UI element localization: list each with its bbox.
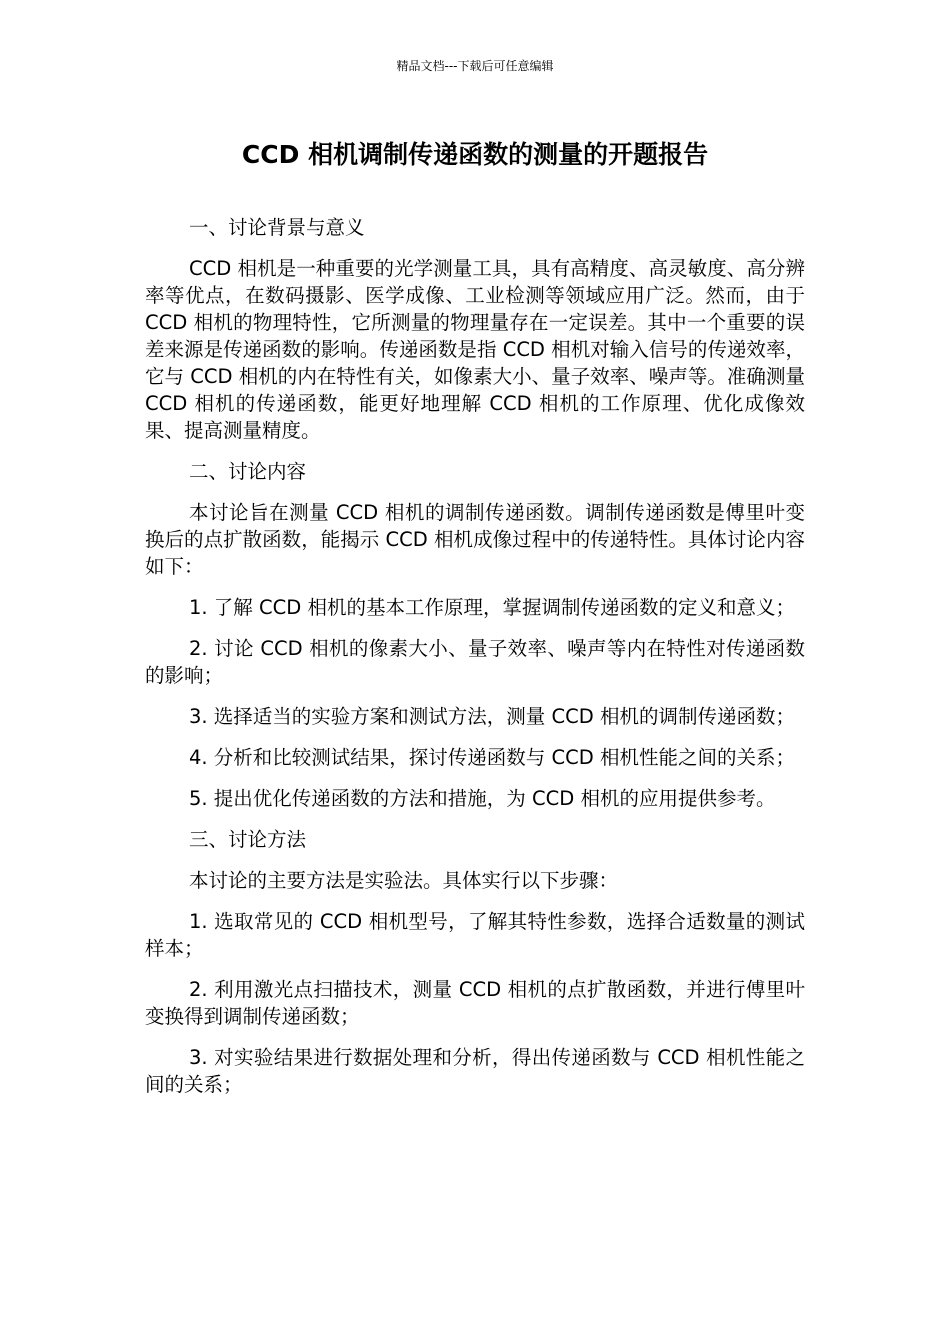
list-item: 5. 提出优化传递函数的方法和措施，为 CCD 相机的应用提供参考。 [189,787,776,810]
paragraph: 本讨论旨在测量 CCD 相机的调制传递函数。调制传递函数是傅里叶变换后的点扩散函数，能揭示 CCD 相机成像过程中的传递特性。具体讨论内容如下： [145,501,805,578]
section-background [145,214,805,444]
list-item: 3. 对实验结果进行数据处理和分析，得出传递函数与 CCD 相机性能之间的关系； [145,1046,805,1096]
list-item: 4. 分析和比较测试结果，探讨传递函数与 CCD 相机性能之间的关系； [189,746,795,769]
section-heading: 二、讨论内容 [189,460,307,483]
list-item: 1. 了解 CCD 相机的基本工作原理，掌握调制传递函数的定义和意义； [189,596,795,619]
section-content [145,458,805,812]
list-item: 2. 利用激光点扫描技术，测量 CCD 相机的点扩散函数，并进行傅里叶变换得到调制传递函数； [145,978,805,1028]
paragraph: 本讨论的主要方法是实验法。具体实行以下步骤： [189,869,619,892]
list-item: 3. 选择适当的实验方案和测试方法，测量 CCD 相机的调制传递函数； [189,705,795,728]
page-header: 精品文档---下载后可任意编辑 [396,59,554,73]
document-title: CCD 相机调制传递函数的测量的开题报告 [241,140,709,169]
section-heading: 一、讨论背景与意义 [189,216,365,239]
section-heading: 三、讨论方法 [189,828,307,851]
list-item: 2. 讨论 CCD 相机的像素大小、量子效率、噪声等内在特性对传递函数的影响； [145,637,805,687]
list-item: 1. 选取常见的 CCD 相机型号，了解其特性参数，选择合适数量的测试样本； [145,910,805,960]
section-method [145,826,805,1098]
document-body [145,214,805,1112]
paragraph: CCD 相机是一种重要的光学测量工具，具有高精度、高灵敏度、高分辨率等优点，在数码摄影、医学成像、工业检测等领域应用广泛。然而，由于 CCD 相机的物理特性，它所测量的物理量存在一定误差。其中一个重要的误差来源是传递函数的影响。传递函数是指 CCD 相机对输入信号的传递效率，它与 CCD 相机的内在特性有关，如像素大小、量子效率、噪声等。准确测量 CCD 相机的传递函数，能更好地理解 CCD 相机的工作原理、优化成像效果、提高测量精度。 [145,257,805,442]
